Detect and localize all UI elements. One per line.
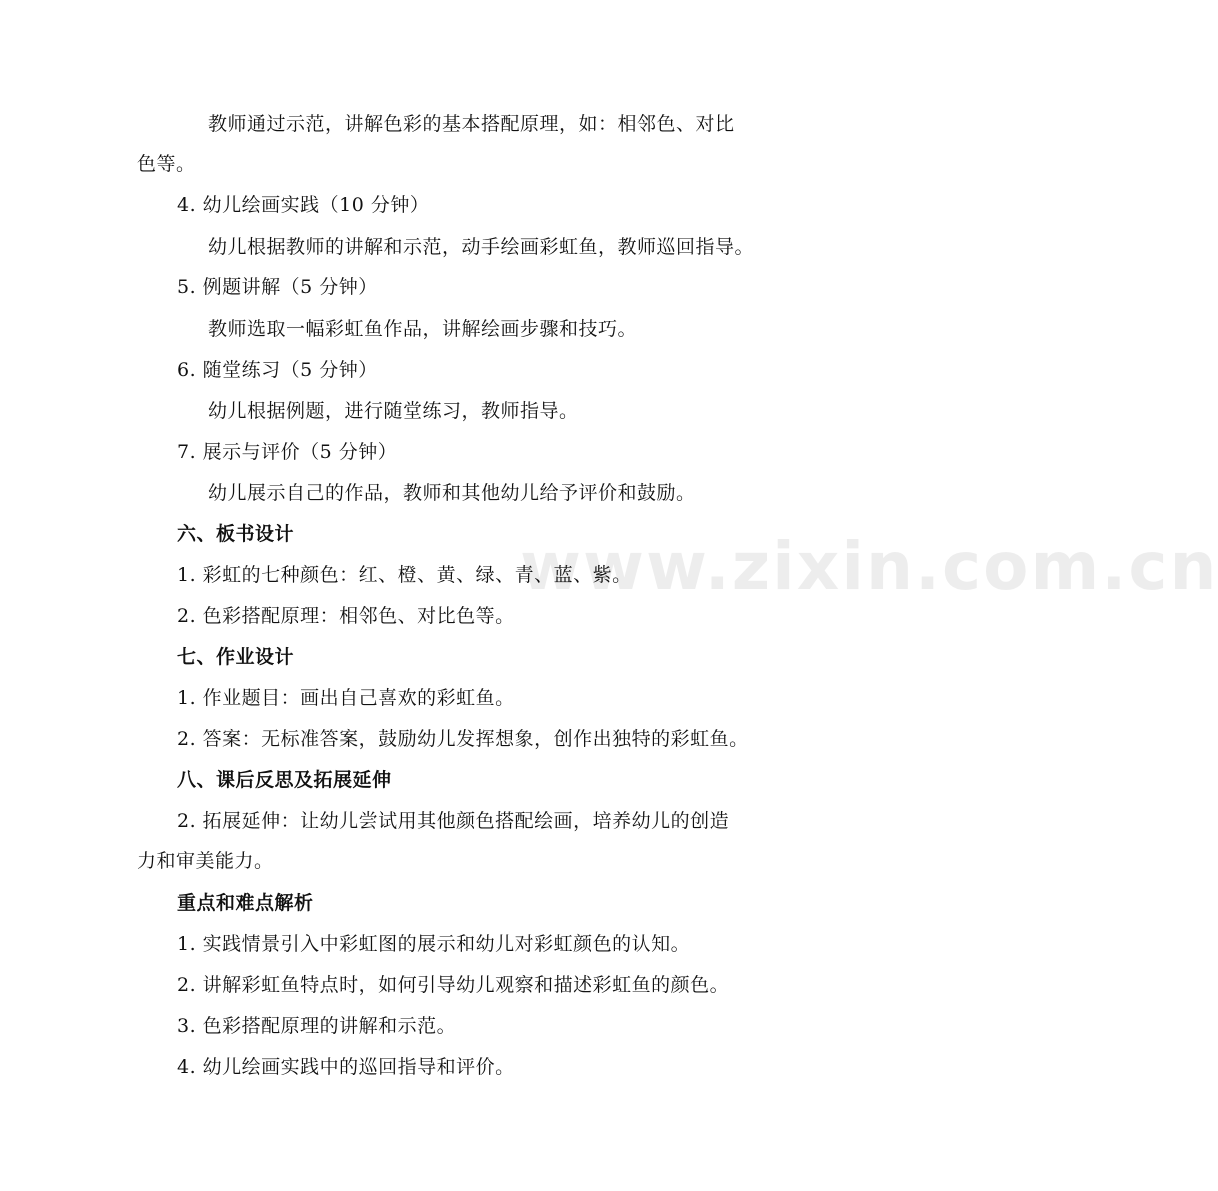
section-heading: 八、课后反思及拓展延伸 [177,769,392,791]
paragraph-line: 幼儿根据教师的讲解和示范，动手绘画彩虹鱼，教师巡回指导。 [208,236,755,258]
paragraph-line: 幼儿展示自己的作品，教师和其他幼儿给予评价和鼓励。 [208,482,696,504]
paragraph-line: 教师通过示范，讲解色彩的基本搭配原理，如：相邻色、对比 [208,113,735,135]
list-item: 1. 实践情景引入中彩虹图的展示和幼儿对彩虹颜色的认知。 [177,933,691,955]
list-item: 1. 彩虹的七种颜色：红、橙、黄、绿、青、蓝、紫。 [177,564,632,586]
list-item: 7. 展示与评价（5 分钟） [177,441,398,463]
list-item: 2. 答案：无标准答案，鼓励幼儿发挥想象，创作出独特的彩虹鱼。 [177,728,749,750]
list-item: 2. 讲解彩虹鱼特点时，如何引导幼儿观察和描述彩虹鱼的颜色。 [177,974,730,996]
list-item: 5. 例题讲解（5 分钟） [177,276,378,298]
paragraph-line: 幼儿根据例题，进行随堂练习，教师指导。 [208,400,579,422]
list-item: 2. 拓展延伸：让幼儿尝试用其他颜色搭配绘画，培养幼儿的创造 [177,810,730,832]
list-item: 6. 随堂练习（5 分钟） [177,359,378,381]
list-item: 1. 作业题目：画出自己喜欢的彩虹鱼。 [177,687,515,709]
section-heading: 七、作业设计 [177,646,295,668]
list-item: 2. 色彩搭配原理：相邻色、对比色等。 [177,605,515,627]
list-item: 4. 幼儿绘画实践（10 分钟） [177,194,430,216]
section-heading: 六、板书设计 [177,523,295,545]
list-item: 4. 幼儿绘画实践中的巡回指导和评价。 [177,1056,515,1078]
section-heading: 重点和难点解析 [177,892,314,914]
paragraph-line: 色等。 [137,153,196,175]
list-item: 3. 色彩搭配原理的讲解和示范。 [177,1015,457,1037]
paragraph-line: 力和审美能力。 [137,850,274,872]
watermark: www.zixin.com.cn [520,528,1218,605]
paragraph-line: 教师选取一幅彩虹鱼作品，讲解绘画步骤和技巧。 [208,318,638,340]
